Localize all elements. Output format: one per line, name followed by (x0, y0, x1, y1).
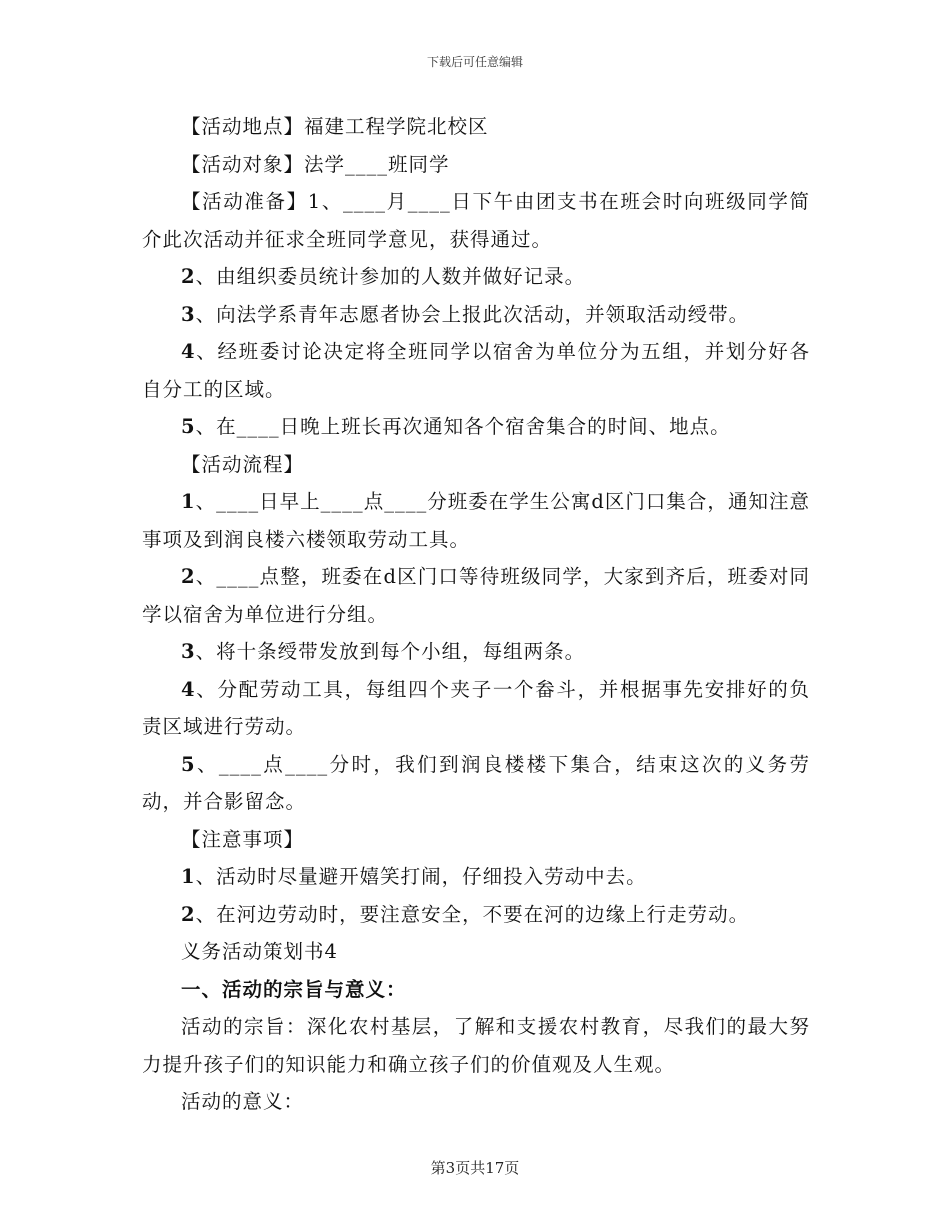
list-number: 2 (181, 565, 196, 588)
list-item-text: 、活动时尽量避开嬉笑打闹，仔细投入劳动中去。 (195, 865, 647, 888)
list-number: 3 (181, 640, 196, 663)
list-item-text: 、____点____分时，我们到润良楼楼下集合，结束这次的义务劳动，并合影留念。 (142, 752, 810, 813)
list-item (142, 558, 810, 633)
document-body (142, 108, 810, 1121)
list-item (142, 746, 810, 821)
paragraph-text: 活动的意义： (181, 1090, 305, 1113)
list-item (142, 896, 810, 934)
section-heading-text: 【活动流程】 (181, 452, 305, 476)
list-item-text: 、在____日晚上班长再次通知各个宿舍集合的时间、地点。 (195, 415, 731, 438)
list-item (142, 296, 810, 334)
section-heading (142, 446, 810, 484)
list-number: 5 (181, 752, 196, 776)
list-item-text: 、由组织委员统计参加的人数并做好记录。 (195, 265, 586, 288)
list-item-text: 、在河边劳动时，要注意安全，不要在河的边缘上行走劳动。 (195, 902, 750, 926)
list-item-text: 、____点整，班委在d区门口等待班级同学，大家到齐后，班委对同学以宿舍为单位进行分组。 (142, 565, 810, 626)
list-item (142, 671, 810, 746)
paragraph (142, 1008, 810, 1083)
paragraph (142, 108, 810, 146)
list-item (142, 408, 810, 446)
list-item (142, 483, 810, 558)
list-number: 4 (181, 340, 196, 363)
paragraph (142, 146, 810, 184)
page-footer: 第3页共17页 (430, 1159, 520, 1177)
section-heading-text: 一、活动的宗旨与意义： (181, 977, 407, 1001)
paragraph-text: 【活动准备】1、____月____日下午由团支书在班会时向班级同学简介此次活动并征求全班同学意见，获得通过。 (142, 190, 810, 251)
paragraph-text: 【活动对象】法学____班同学 (181, 152, 450, 176)
list-number: 3 (181, 302, 196, 326)
list-number: 4 (181, 677, 196, 701)
paragraph (142, 183, 810, 258)
paragraph-text: 活动的宗旨：深化农村基层，了解和支援农村教育，尽我们的最大努力提升孩子们的知识能力和确立孩子们的价值观及人生观。 (142, 1015, 810, 1076)
list-number: 2 (181, 902, 196, 926)
paragraph (142, 1083, 810, 1121)
list-item (142, 858, 810, 896)
document-subtitle-text: 义务活动策划书4 (181, 940, 338, 963)
document-subtitle (142, 933, 810, 971)
list-item (142, 333, 810, 408)
list-item (142, 633, 810, 671)
paragraph-text: 【活动地点】福建工程学院北校区 (181, 115, 489, 138)
section-heading (142, 971, 810, 1009)
list-number: 1 (181, 865, 196, 888)
list-item-text: 、向法学系青年志愿者协会上报此次活动，并领取活动绶带。 (195, 302, 750, 326)
list-item (142, 258, 810, 296)
list-item-text: 、将十条绶带发放到每个小组，每组两条。 (195, 640, 586, 663)
list-number: 5 (181, 415, 196, 438)
list-item-text: 、分配劳动工具，每组四个夹子一个畚斗，并根据事先安排好的负责区域进行劳动。 (142, 677, 810, 738)
page-header: 下载后可任意编辑 (426, 55, 523, 69)
list-number: 2 (181, 265, 196, 288)
section-heading (142, 821, 810, 859)
list-number: 1 (181, 490, 196, 513)
list-item-text: 、____日早上____点____分班委在学生公寓d区门口集合，通知注意事项及到润良楼六楼领取劳动工具。 (142, 490, 810, 551)
list-item-text: 、经班委讨论决定将全班同学以宿舍为单位分为五组，并划分好各自分工的区域。 (142, 340, 810, 401)
section-heading-text: 【注意事项】 (181, 827, 305, 851)
